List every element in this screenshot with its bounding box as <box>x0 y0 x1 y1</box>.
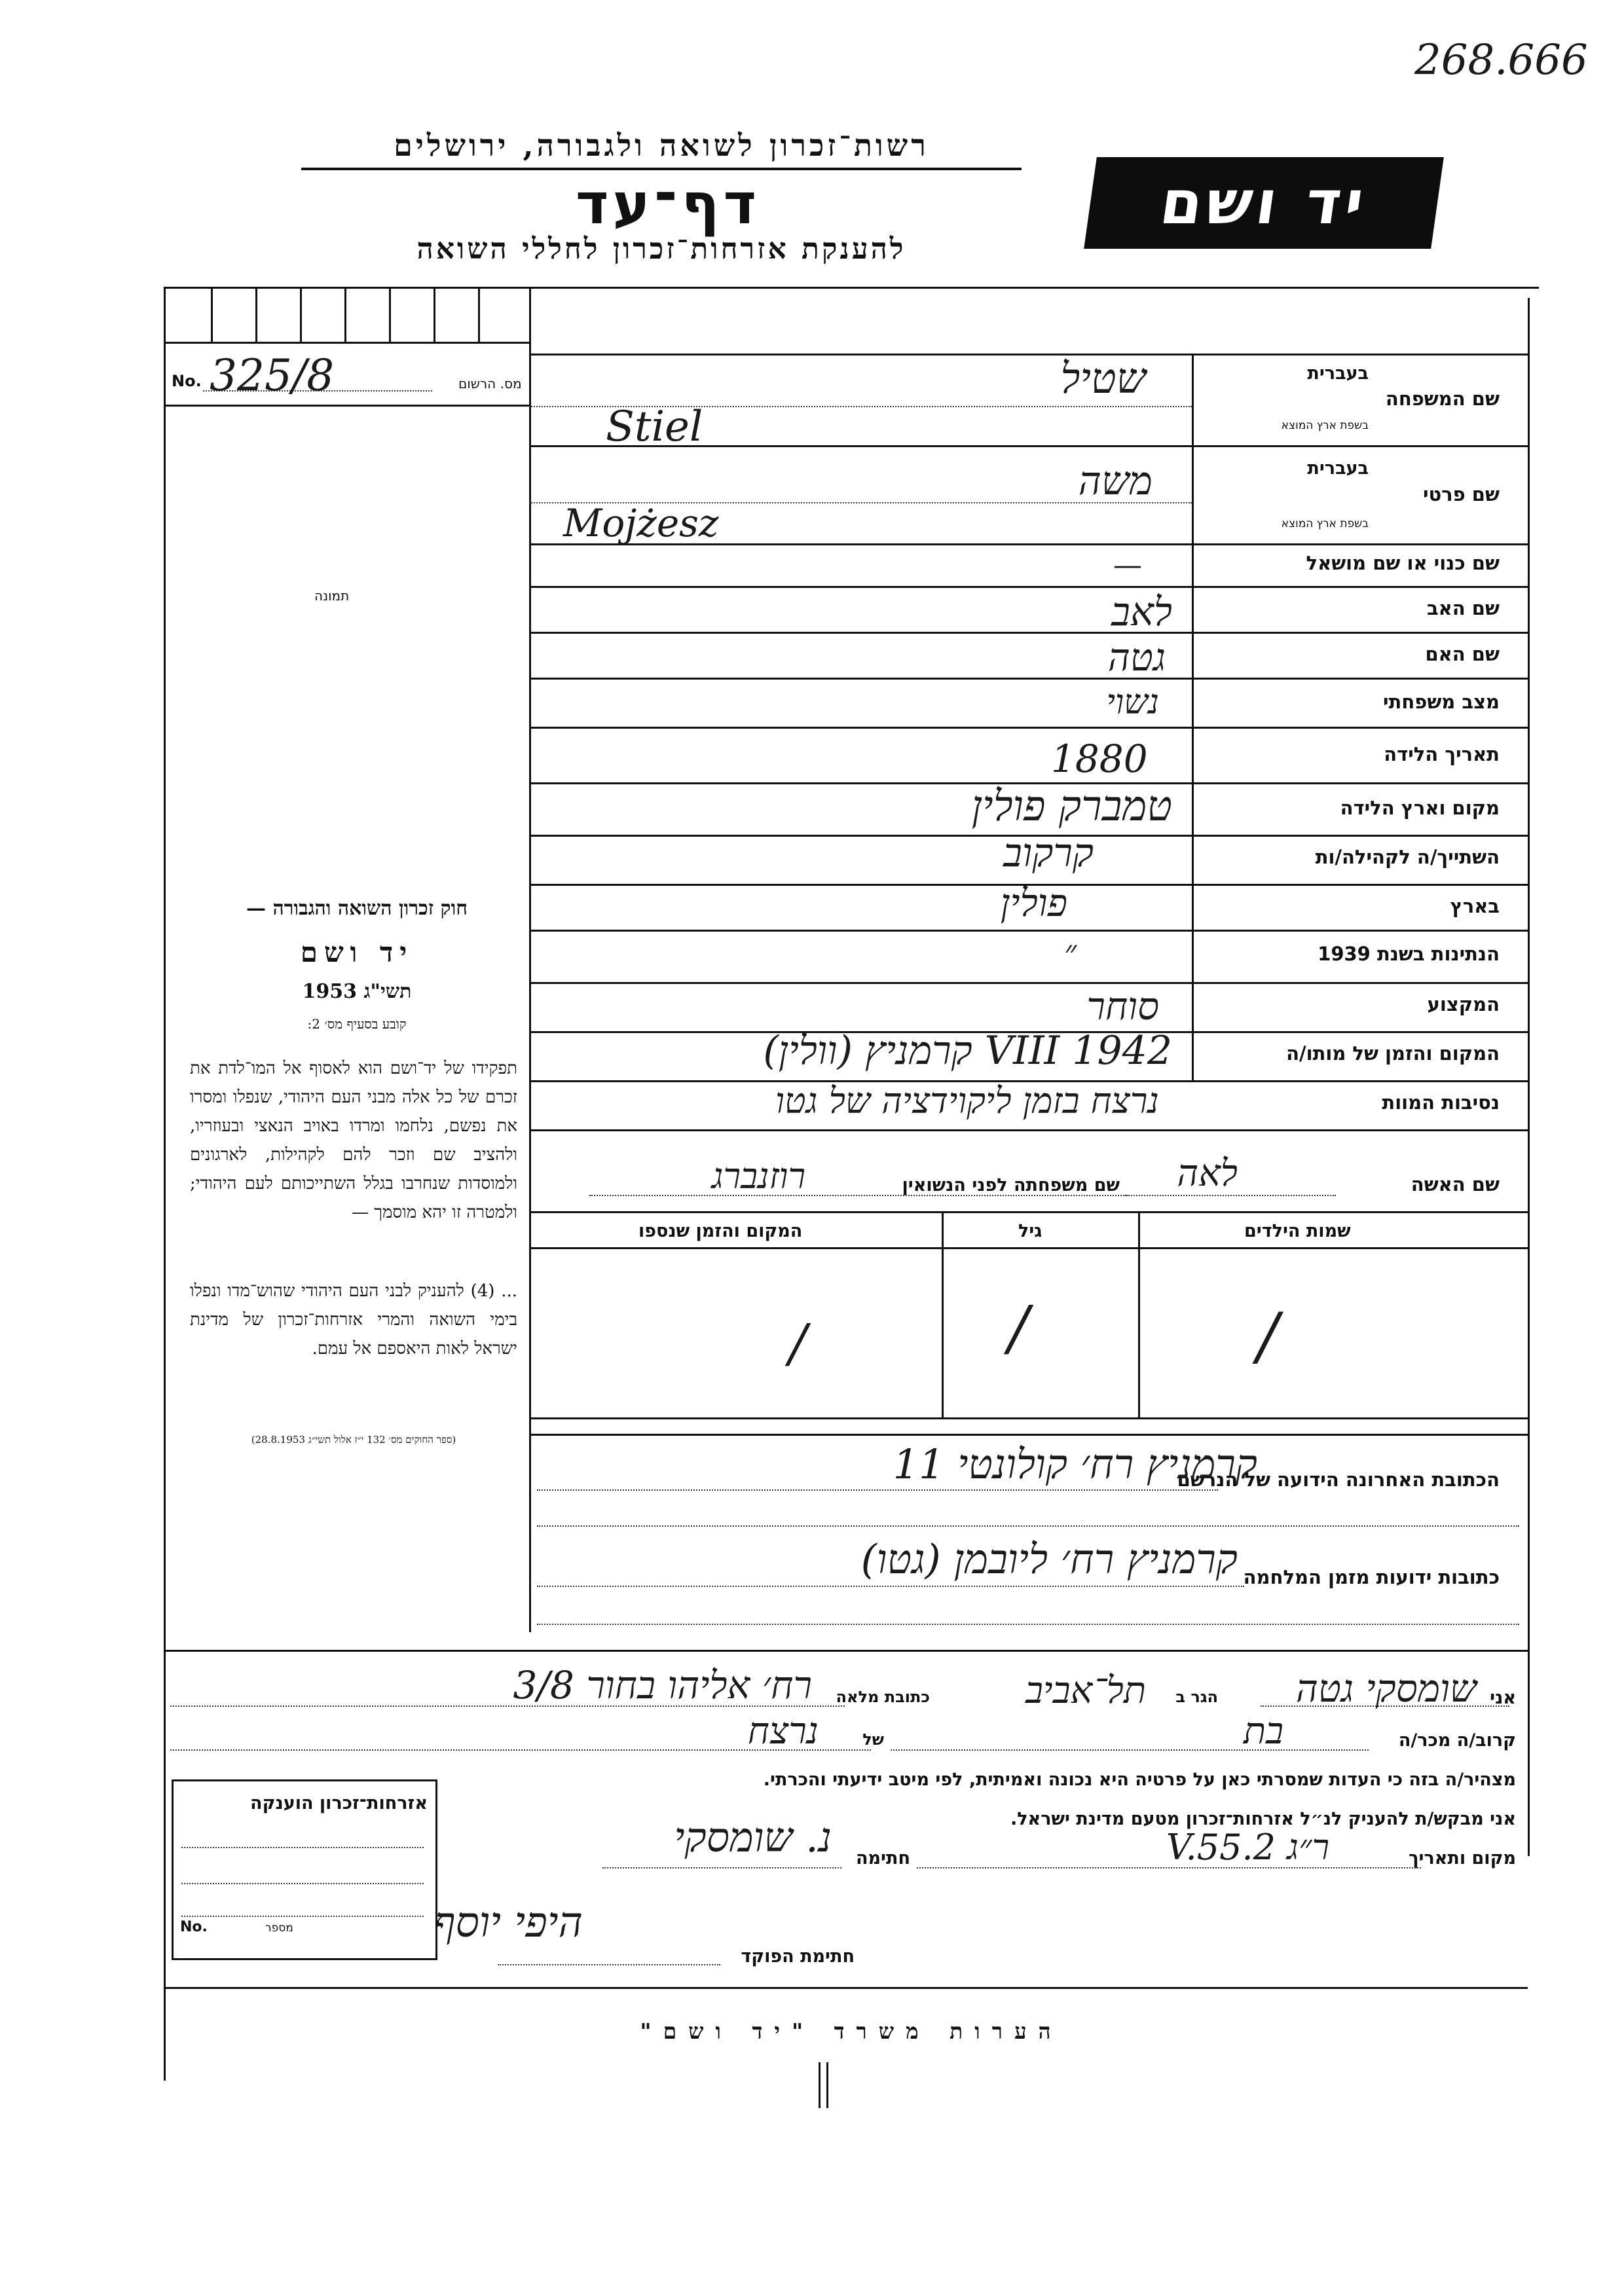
first-name-origin-label: בשפת ארץ המוצא <box>1281 517 1369 530</box>
law-year: תשי"ג 1953 <box>302 980 412 1003</box>
row-line <box>529 586 1528 588</box>
tick <box>255 287 257 342</box>
clerk-signature: היפי יוסף <box>434 1899 583 1947</box>
full-address-label: כתובת מלאה <box>836 1688 930 1706</box>
father-value: לאב <box>1111 589 1172 635</box>
box-dots <box>181 1883 424 1884</box>
maiden-name-value: רוזנברג <box>711 1156 805 1197</box>
page-subtitle: להענקת אזרחות־זכרון לחללי השואה <box>416 232 906 266</box>
reg-no-value: 325/8 <box>210 350 335 401</box>
ticks-bottom <box>164 342 529 344</box>
marital-status-value: נשוי <box>1106 683 1159 722</box>
family-name-hebrew-label: בעברית <box>1307 363 1369 384</box>
logo-text: יד ושם <box>1156 168 1372 238</box>
of-label: של <box>862 1730 884 1749</box>
birth-place-value: טמברק פולין <box>971 782 1172 831</box>
reg-no-label: No. <box>172 372 202 390</box>
request-text: אני מבקש/ת להעניק לנ״ל אזרחות־זכרון מטעם מדינת ישראל. <box>1010 1809 1516 1829</box>
frame-top <box>164 287 1539 289</box>
maiden-dots <box>589 1195 1126 1196</box>
children-col-divider <box>1138 1211 1140 1417</box>
tick <box>300 287 302 342</box>
war-address-dots <box>537 1586 1244 1587</box>
row-line <box>529 678 1528 680</box>
row-line <box>529 982 1528 984</box>
last-address-value: קרמניץ רח׳ קולונטי 11 <box>893 1440 1257 1488</box>
citizenship-1939-value: ״ <box>1064 933 1077 971</box>
page-title: דף־עד <box>575 172 761 237</box>
community-label: השתייך/ה לקהילה/ות <box>1315 846 1500 868</box>
war-address-value: קרמניץ רח׳ ליובמן (גטו) <box>860 1535 1238 1583</box>
father-label: שם האב <box>1426 597 1500 619</box>
reg-row-bottom <box>164 405 529 407</box>
wife-dots <box>1126 1195 1336 1196</box>
first-name-origin-value: Mojżesz <box>563 501 719 545</box>
signature-dots <box>602 1867 841 1868</box>
law-heading: חוק זכרון השואה והגבורה — <box>246 897 468 920</box>
war-address-label: כתובות ידועות מזמן המלחמה <box>1243 1566 1500 1588</box>
bottom-mark <box>819 2062 821 2108</box>
place-date-label: מקום ותאריך <box>1408 1848 1516 1868</box>
mother-value: גטה <box>1107 635 1166 680</box>
maiden-name-label: שם משפחתה לפני הנשואין <box>902 1175 1120 1195</box>
death-place-value: VIII 1942 קרמניץ (וולין) <box>763 1028 1172 1074</box>
row-line <box>529 1129 1528 1131</box>
notes-top <box>164 1987 1528 1989</box>
children-header-names: שמות הילדים <box>1244 1221 1351 1241</box>
authority-underline <box>301 168 1022 170</box>
death-circumstances-label: נסיבות המוות <box>1382 1091 1500 1114</box>
of-value: נרצח <box>747 1710 819 1753</box>
box-no-heb-label: מספר <box>265 1922 293 1935</box>
clerk-signature-label: חתימת הפוקד <box>741 1946 855 1967</box>
resides-city-value: תל־אביב <box>1025 1669 1146 1712</box>
children-age-value: / <box>1008 1293 1029 1363</box>
children-header-age: גיל <box>1018 1221 1043 1241</box>
children-place-value: / <box>789 1313 807 1374</box>
reg-no-heb-label: מס. הרשום <box>458 376 522 392</box>
law-paragraph-2: ... (4) להעניק לבני העם היהודי שהוש־מדו ונפלו בימי השואה והמרי אזרחות־זכרון של מדינת ישראל לאות היאספם אל עמם. <box>190 1281 517 1358</box>
first-name-label: שם פרטי <box>1422 483 1500 505</box>
first-name-hebrew-label: בעברית <box>1307 458 1369 479</box>
tick <box>211 287 213 342</box>
last-address-dots <box>537 1489 1218 1491</box>
citizenship-granted-title: אזרחות־זכרון הוענקה <box>250 1793 428 1813</box>
law-clause: קובע בסעיף מס׳ 2: <box>307 1016 407 1032</box>
last-address-label: הכתובת האחרונה הידועה של הנרשם <box>1177 1468 1500 1491</box>
signature-label: חתימה <box>855 1848 910 1868</box>
box-dots <box>181 1847 424 1848</box>
children-col-divider <box>942 1211 944 1417</box>
row-line <box>529 727 1528 729</box>
profession-label: המקצוע <box>1427 993 1500 1015</box>
frame-middle <box>529 287 531 1632</box>
place-date-value: ר״ג 2.V.55 <box>1166 1827 1329 1868</box>
address-dots <box>537 1624 1519 1625</box>
community-value: קרקוב <box>1003 830 1094 876</box>
law-name: יד ושם <box>300 936 414 968</box>
frame-label-column <box>1192 354 1194 1080</box>
children-header-place: המקום והזמן שנספו <box>638 1221 803 1241</box>
relation-value: בת <box>1243 1710 1283 1753</box>
country-label: בארץ <box>1450 895 1500 917</box>
mother-label: שם האם <box>1425 643 1500 665</box>
authority-name: רשות־זכרון לשואה ולגבורה, ירושלים <box>394 128 929 163</box>
profession-value: סוחר <box>1086 984 1159 1029</box>
nickname-value: — <box>1113 549 1142 582</box>
death-place-label: המקום והזמן של מותו/ה <box>1286 1042 1500 1065</box>
family-name-hebrew-value: שטיל <box>1060 355 1146 403</box>
addresses-bottom <box>164 1650 1528 1652</box>
family-name-origin-label: בשפת ארץ המוצא <box>1281 419 1369 432</box>
bottom-mark <box>826 2062 828 2108</box>
yad-vashem-logo <box>1084 157 1444 249</box>
frame-right <box>1528 298 1530 1856</box>
frame-left <box>164 287 166 2081</box>
row-line <box>529 354 1528 355</box>
birth-date-label: תאריך הלידה <box>1384 743 1500 765</box>
marital-status-label: מצב משפחתי <box>1382 691 1500 713</box>
box-no-label: No. <box>180 1919 208 1935</box>
office-notes-title: הערות משרד "יד ושם" <box>640 2018 1063 2044</box>
tick <box>344 287 346 342</box>
resides-label: הגר ב <box>1175 1688 1218 1706</box>
wife-label: שם האשה <box>1411 1173 1500 1195</box>
tick <box>389 287 391 342</box>
tick <box>478 287 480 342</box>
archive-number: 268.666 <box>1414 36 1588 84</box>
first-name-hebrew-value: משה <box>1078 458 1153 504</box>
family-name-origin-value: Stiel <box>606 403 703 451</box>
declaration-text: מצהיר/ה בזה כי העדות שמסרתי כאן על פרטיה היא נכונה ואמיתית, לפי מיטב ידיעתי והכרתי. <box>763 1770 1516 1790</box>
citizenship-granted-box <box>172 1779 437 1960</box>
country-value: פולין <box>1000 881 1067 925</box>
relation-dots <box>891 1749 1369 1751</box>
nickname-label: שם כנוי או שם מושאל <box>1306 552 1500 574</box>
children-names-value: / <box>1257 1300 1279 1373</box>
address-dots <box>537 1525 1519 1527</box>
birth-place-label: מקום וארץ הלידה <box>1340 797 1500 819</box>
children-header-bottom <box>529 1247 1528 1249</box>
box-dots <box>181 1916 424 1917</box>
death-circumstances-value: נרצח בזמן ליקוידציה של גטו <box>775 1080 1159 1121</box>
full-address-value: רח׳ אליהו בחור 3/8 <box>513 1663 812 1707</box>
declarant-name-value: שומסקי גטה <box>1295 1666 1477 1711</box>
declarant-ani-label: אני <box>1490 1688 1516 1708</box>
addresses-top <box>529 1434 1528 1436</box>
row-line <box>529 930 1528 932</box>
relation-label: קרוב/ה מכר/ה <box>1398 1730 1516 1751</box>
law-paragraph-1: תפקידו של יד־ושם הוא לאסוף אל המו־לדת את זכרם של כל אלה מבני העם היהודי, שנפלו ומסרו את נפשם, נלחמו ומרדו באויב הנאצי ובעוזריו, ולהציב שם וזכר להם לקהילות, לארגונים ולמוסדות שנחרבו בגלל השתייכותם לעם היהודי; ולמטרה זו יהא מוסמך — <box>190 1059 517 1222</box>
law-source: (ספר החוקים מס׳ 132 י״ז אלול תשי״ג 28.8.1953) <box>251 1434 456 1446</box>
tick <box>434 287 435 342</box>
row-line <box>529 632 1528 634</box>
wife-row-bottom <box>529 1211 1528 1213</box>
wife-value: לאה <box>1177 1152 1238 1195</box>
declarant-signature: נ. שומסקי <box>674 1813 832 1861</box>
children-table-bottom <box>529 1417 1528 1419</box>
family-name-label: שם המשפחה <box>1385 388 1500 410</box>
birth-date-value: 1880 <box>1051 737 1148 781</box>
photo-label: תמונה <box>314 588 350 604</box>
clerk-dots <box>498 1964 720 1965</box>
citizenship-1939-label: הנתינות בשנת 1939 <box>1318 943 1500 965</box>
